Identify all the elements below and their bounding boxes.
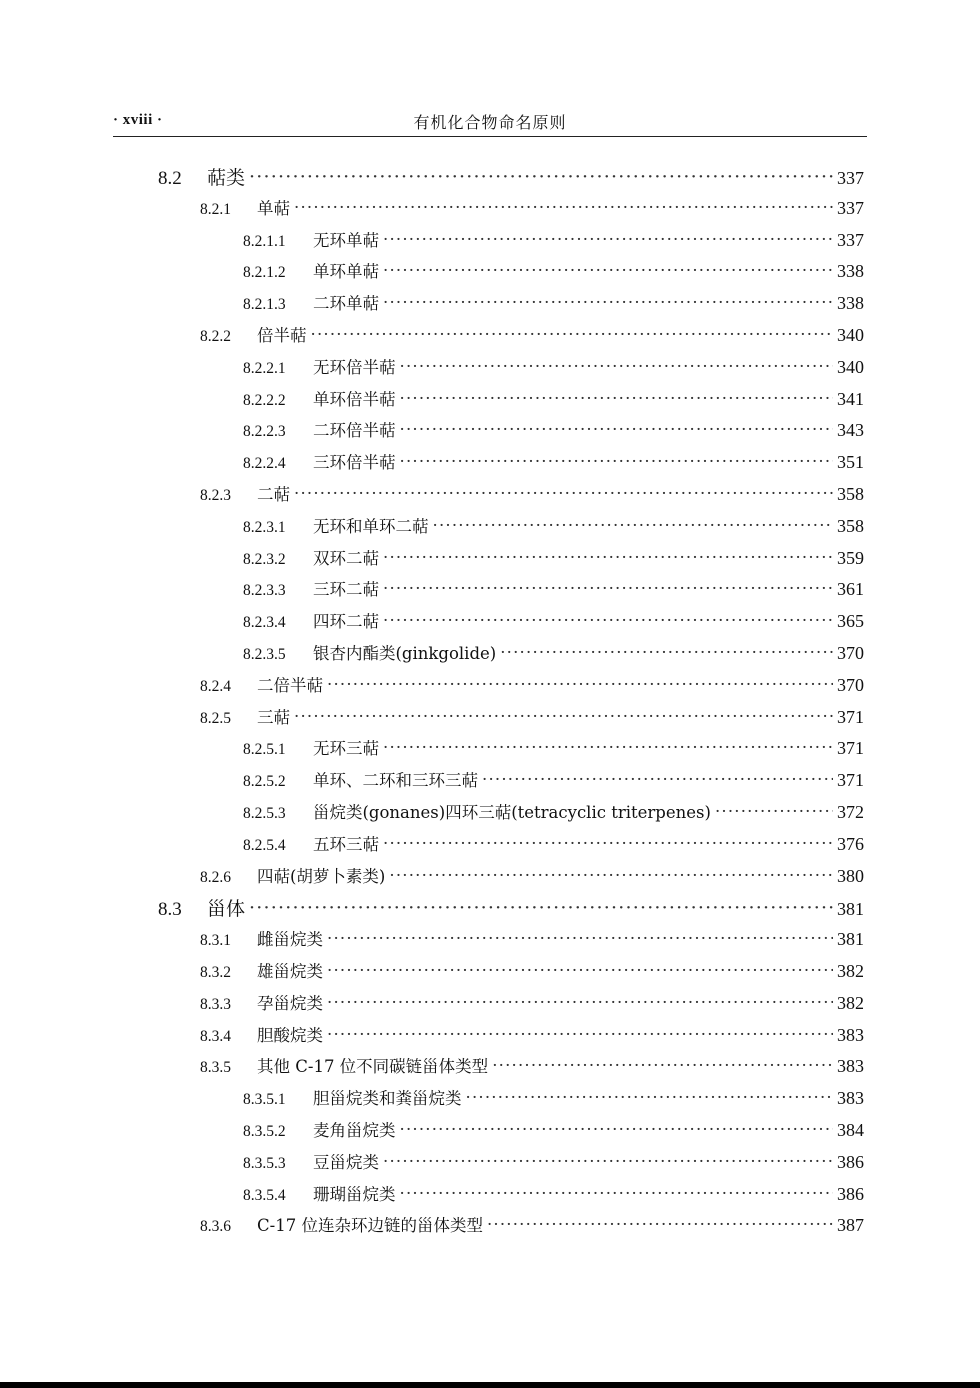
toc-entry-title: 无环倍半萜	[313, 357, 396, 377]
toc-entry-number: 8.3.5.1	[243, 1091, 286, 1109]
toc-entry[interactable]	[243, 1117, 864, 1141]
toc-entry[interactable]	[243, 258, 864, 282]
toc-entry-number: 8.2.3.3	[243, 582, 286, 600]
dot-leader	[294, 707, 833, 726]
toc-entry-number: 8.3.3	[200, 995, 231, 1013]
toc-entry[interactable]	[243, 513, 864, 537]
toc-entry-number: 8.2.5	[200, 709, 231, 727]
toc-entry-title: 无环三萜	[313, 739, 379, 759]
toc-entry-number: 8.2.6	[200, 868, 231, 886]
toc-entry-title: 二萜	[257, 485, 290, 504]
dot-leader	[492, 1056, 833, 1075]
toc-entry[interactable]	[200, 958, 864, 982]
dot-leader	[327, 961, 833, 980]
toc-entry-title: 二倍半萜	[257, 675, 323, 695]
toc-entry-title: C-17 位连杂环边链的甾体类型	[257, 1216, 483, 1236]
toc-entry-number: 8.2.5.2	[243, 773, 286, 791]
toc-entry-number: 8.2.3.4	[243, 614, 286, 632]
toc-entry[interactable]	[243, 354, 864, 378]
dot-leader	[383, 230, 833, 249]
toc-entry-page: 365	[837, 611, 864, 632]
toc-entry-title: 二环单萜	[313, 294, 379, 314]
dot-leader	[249, 166, 833, 188]
toc-entry[interactable]	[243, 386, 864, 410]
toc-entry[interactable]	[243, 576, 864, 600]
dot-leader	[383, 738, 833, 757]
toc-entry-page: 371	[837, 738, 864, 759]
toc-entry-page: 383	[837, 1088, 864, 1109]
toc-entry-page: 380	[837, 865, 864, 886]
book-title: 有机化合物命名原则	[413, 113, 567, 132]
toc-entry[interactable]	[243, 735, 864, 759]
dot-leader	[389, 866, 833, 885]
toc-entry-page: 337	[837, 168, 864, 188]
toc-entry-number: 8.3.5.4	[243, 1186, 286, 1204]
page-header	[113, 108, 867, 136]
toc-entry-page: 370	[837, 643, 864, 663]
bottom-scan-edge	[0, 1382, 980, 1388]
dot-leader	[383, 834, 833, 853]
toc-entry-page: 386	[837, 1183, 864, 1204]
dot-leader	[383, 261, 833, 280]
toc-entry-title: 珊瑚甾烷类	[313, 1184, 396, 1204]
toc-entry-number: 8.3.6	[200, 1218, 231, 1236]
toc-entry-page: 358	[837, 515, 864, 536]
dot-leader	[249, 897, 833, 919]
toc-entry-page: 340	[837, 356, 864, 377]
toc-entry-number: 8.2.2.1	[243, 359, 286, 377]
toc-entry-page: 384	[837, 1120, 864, 1140]
dot-leader	[482, 770, 833, 789]
page-number: · xviii ·	[113, 112, 163, 128]
toc-entry-page: 381	[837, 899, 864, 920]
toc-entry-number: 8.2.3.1	[243, 518, 286, 536]
toc-entry-title: 孕甾烷类	[257, 993, 323, 1013]
dot-leader	[400, 1184, 834, 1203]
toc-entry[interactable]	[243, 831, 864, 855]
toc-entry[interactable]	[200, 481, 864, 505]
toc-entry-title: 无环和单环二萜	[313, 516, 429, 536]
toc-entry-number: 8.2	[158, 168, 182, 189]
toc-entry-page: 382	[837, 992, 864, 1013]
toc-entry-page: 337	[837, 197, 864, 218]
toc-entry[interactable]	[243, 417, 864, 441]
toc-entry-number: 8.3.5.3	[243, 1154, 286, 1172]
toc-entry-title: 三环倍半萜	[313, 453, 396, 473]
toc-entry-page: 338	[837, 261, 864, 282]
dot-leader	[500, 643, 833, 662]
toc-entry[interactable]	[200, 1212, 864, 1236]
toc-entry-number: 8.2.5.3	[243, 805, 286, 822]
toc-entry-number: 8.2.1.1	[243, 232, 286, 250]
toc-entry-title: 胆甾烷类和粪甾烷类	[313, 1089, 462, 1109]
dot-leader	[466, 1088, 834, 1107]
toc-entry-title: 豆甾烷类	[313, 1152, 379, 1172]
toc-entry-title: 甾烷类(gonanes)四环三萜(tetracyclic triterpenes)	[313, 803, 711, 822]
dot-leader	[327, 929, 833, 948]
dot-leader	[383, 293, 833, 312]
toc-entry-page: 383	[837, 1024, 864, 1045]
dot-leader	[400, 1120, 834, 1139]
toc-entry-number: 8.2.4	[200, 677, 231, 695]
toc-entry-page: 358	[837, 484, 864, 504]
toc-entry[interactable]	[243, 1149, 864, 1173]
toc-entry[interactable]	[200, 704, 864, 728]
toc-entry-title: 雌甾烷类	[257, 930, 323, 950]
toc-entry-title: 单环、二环和三环三萜	[313, 771, 478, 791]
toc-entry[interactable]	[243, 767, 864, 791]
toc-entry[interactable]	[200, 195, 864, 219]
toc-entry-title: 倍半萜	[257, 326, 307, 345]
toc-entry-title: 双环二萜	[313, 548, 379, 568]
toc-entry-page: 381	[837, 929, 864, 950]
toc-entry-page: 383	[837, 1056, 864, 1077]
header-rule	[113, 136, 867, 137]
toc-entry-number: 8.2.3.5	[243, 646, 286, 663]
dot-leader	[433, 516, 834, 535]
toc-entry-title: 二环倍半萜	[313, 421, 396, 441]
dot-leader	[294, 198, 833, 217]
toc-entry[interactable]	[243, 640, 864, 664]
toc-entry-number: 8.2.5.1	[243, 741, 286, 759]
toc-entry-number: 8.3.5	[200, 1059, 231, 1077]
toc-entry-title: 四萜(胡萝卜素类)	[257, 866, 386, 886]
toc-entry[interactable]	[200, 322, 864, 346]
toc-entry-title: 三环二萜	[313, 580, 379, 600]
dot-leader	[383, 611, 833, 630]
toc-entry-page: 382	[837, 961, 864, 981]
toc-entry-title: 单环倍半萜	[313, 389, 396, 409]
toc-entry-page: 361	[837, 579, 864, 600]
toc-entry-number: 8.2.1.3	[243, 296, 286, 314]
toc-entry[interactable]	[243, 1181, 864, 1205]
toc-entry[interactable]	[158, 163, 864, 190]
dot-leader	[327, 675, 833, 694]
toc-entry-number: 8.2.2.3	[243, 423, 286, 441]
toc-entry-number: 8.2.5.4	[243, 836, 286, 854]
toc-entry-number: 8.2.3	[200, 487, 231, 504]
toc-entry-title: 其他 C-17 位不同碳链甾体类型	[257, 1057, 489, 1077]
toc-entry-number: 8.3.5.2	[243, 1123, 286, 1140]
toc-entry-title: 五环三萜	[313, 834, 379, 854]
dot-leader	[311, 325, 834, 344]
toc-entry[interactable]	[200, 1022, 864, 1046]
toc-entry-page: 338	[837, 293, 864, 314]
toc-entry-title: 银杏内酯类(ginkgolide)	[313, 644, 497, 663]
toc-entry[interactable]	[243, 449, 864, 473]
toc-entry-number: 8.2.3.2	[243, 550, 286, 568]
toc-entry-title: 四环二萜	[313, 612, 379, 632]
toc-entry[interactable]	[200, 990, 864, 1014]
toc-entry[interactable]	[200, 926, 864, 950]
toc-entry-title: 萜类	[207, 167, 246, 189]
dot-leader	[383, 579, 833, 598]
toc-entry-page: 387	[837, 1215, 864, 1236]
toc-entry-title: 胆酸烷类	[257, 1025, 323, 1045]
toc-entry-title: 单环单萜	[313, 262, 379, 282]
toc-entry-number: 8.3.4	[200, 1027, 231, 1045]
toc-entry-number: 8.3	[158, 899, 182, 921]
toc-entry-number: 8.2.1	[200, 200, 231, 218]
toc-entry-page: 386	[837, 1151, 864, 1172]
dot-leader	[400, 389, 834, 408]
toc-entry[interactable]	[243, 545, 864, 569]
toc-entry-title: 麦角甾烷类	[313, 1121, 396, 1140]
toc-entry-page: 337	[837, 229, 864, 250]
toc-entry-title: 无环单萜	[313, 230, 379, 250]
dot-leader	[400, 357, 834, 376]
toc-entry[interactable]	[243, 227, 864, 251]
toc-entry-title: 雄甾烷类	[257, 962, 323, 981]
toc-entry-number: 8.3.2	[200, 964, 231, 981]
toc-entry-page: 340	[837, 325, 864, 345]
toc-entry-title: 甾体	[207, 898, 246, 921]
toc-entry[interactable]	[158, 894, 864, 921]
toc-entry-title: 单萜	[257, 198, 290, 218]
toc-entry-page: 371	[837, 706, 864, 727]
toc-entry[interactable]	[200, 863, 864, 887]
toc-entry[interactable]	[200, 1053, 864, 1077]
toc-entry[interactable]	[200, 672, 864, 696]
toc-entry-number: 8.3.1	[200, 932, 231, 950]
toc-entry[interactable]	[243, 608, 864, 632]
toc-entry-page: 372	[837, 802, 864, 822]
toc-entry-number: 8.2.2.4	[243, 455, 286, 473]
dot-leader	[327, 1025, 833, 1044]
toc-entry-page: 359	[837, 547, 864, 568]
dot-leader	[294, 484, 833, 503]
toc-entry-number: 8.2.2.2	[243, 391, 286, 409]
toc-entry[interactable]	[243, 1085, 864, 1109]
dot-leader	[383, 1152, 833, 1171]
dot-leader	[327, 993, 833, 1012]
dot-leader	[400, 452, 834, 471]
dot-leader	[715, 802, 833, 821]
toc-entry-page: 370	[837, 674, 864, 695]
toc-entry[interactable]	[243, 290, 864, 314]
toc-entry-number: 8.2.1.2	[243, 264, 286, 282]
toc-entry[interactable]	[243, 799, 864, 823]
dot-leader	[487, 1215, 833, 1234]
dot-leader	[400, 420, 834, 439]
toc-entry-page: 343	[837, 420, 864, 441]
toc-entry-title: 三萜	[257, 707, 290, 727]
toc-entry-number: 8.2.2	[200, 328, 231, 345]
toc-entry-page: 351	[837, 452, 864, 473]
dot-leader	[383, 548, 833, 567]
toc-entry-page: 341	[837, 388, 864, 409]
toc-entry-page: 376	[837, 833, 864, 854]
toc-entry-page: 371	[837, 770, 864, 791]
